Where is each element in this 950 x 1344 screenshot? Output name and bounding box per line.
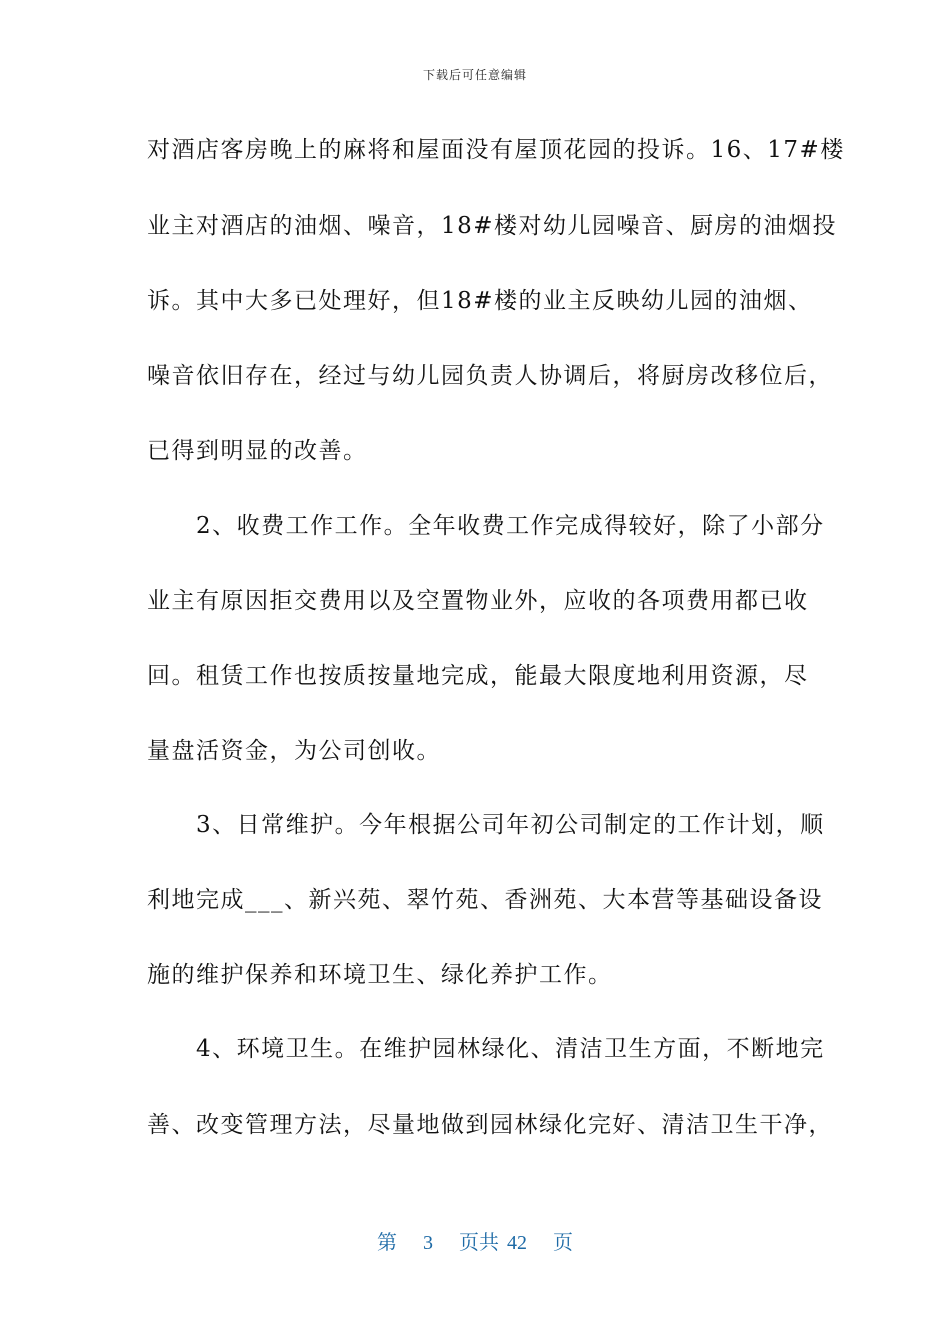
text-line: 诉。其中大多已处理好，但18#楼的业主反映幼儿园的油烟、 [147, 288, 813, 314]
text-line: 3、日常维护。今年根据公司年初公司制定的工作计划，顺 [147, 812, 825, 838]
text-line: 利地完成___、新兴苑、翠竹苑、香洲苑、大本营等基础设备设 [147, 887, 823, 913]
text-line: 4、环境卫生。在维护园林绿化、清洁卫生方面，不断地完 [147, 1036, 825, 1062]
text-line: 施的维护保养和环境卫生、绿化养护工作。 [147, 962, 613, 988]
footer-page-middle: 页共 [459, 1232, 499, 1254]
text-line: 业主有原因拒交费用以及空置物业外，应收的各项费用都已收 [147, 588, 809, 614]
text-line: 对酒店客房晚上的麻将和屋面没有屋顶花园的投诉。16、17#楼 [147, 137, 845, 163]
text-line: 业主对酒店的油烟、噪音，18#楼对幼儿园噪音、厨房的油烟投 [147, 213, 838, 239]
text-line: 善、改变管理方法，尽量地做到园林绿化完好、清洁卫生干净， [147, 1112, 833, 1138]
footer-page-prefix: 第 [377, 1232, 397, 1254]
text-line: 回。租赁工作也按质按量地完成，能最大限度地利用资源，尽 [147, 663, 809, 689]
text-line: 噪音依旧存在，经过与幼儿园负责人协调后，将厨房改移位后， [147, 363, 833, 389]
footer-page-suffix: 页 [553, 1232, 573, 1254]
text-line: 2、收费工作工作。全年收费工作完成得较好，除了小部分 [147, 513, 825, 539]
footer-page-number: 3 [423, 1232, 433, 1254]
footer-total-pages: 42 [507, 1232, 527, 1254]
text-line: 量盘活资金，为公司创收。 [147, 738, 441, 764]
page-footer [0, 1226, 950, 1255]
text-line: 已得到明显的改善。 [147, 438, 368, 464]
header-note: 下载后可任意编辑 [422, 68, 527, 82]
